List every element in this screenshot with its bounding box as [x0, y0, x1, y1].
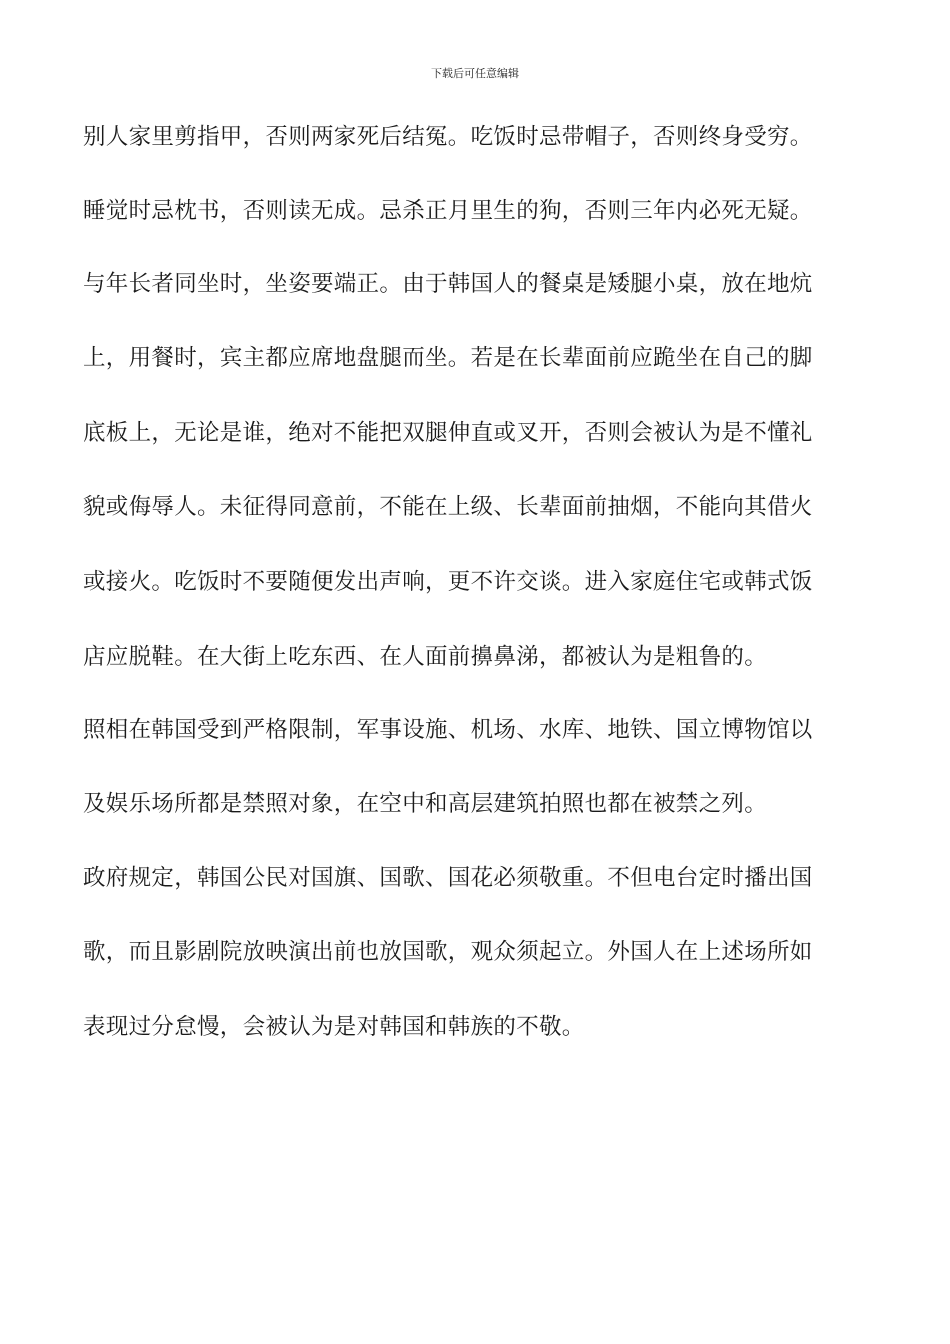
paragraph-line: 表现过分怠慢，会被认为是对韩国和韩族的不敬。	[83, 1014, 585, 1040]
paragraph-line: 店应脱鞋。在大街上吃东西、在人面前擤鼻涕，都被认为是粗鲁的。	[83, 644, 768, 670]
paragraph-line: 底板上，无论是谁，绝对不能把双腿伸直或叉开，否则会被认为是不懂礼	[83, 420, 813, 446]
paragraph-line: 上，用餐时，宾主都应席地盘腿而坐。若是在长辈面前应跪坐在自己的脚	[83, 345, 813, 371]
paragraph-line: 歌，而且影剧院放映演出前也放国歌，观众须起立。外国人在上述场所如	[83, 939, 813, 965]
paragraph-line: 别人家里剪指甲，否则两家死后结冤。吃饭时忌带帽子，否则终身受穷。	[83, 124, 813, 150]
paragraph-line: 或接火。吃饭时不要随便发出声响，更不许交谈。进入家庭住宅或韩式饭	[83, 569, 813, 595]
paragraph-line: 照相在韩国受到严格限制，军事设施、机场、水库、地铁、国立博物馆以	[83, 717, 813, 743]
paragraph-line: 睡觉时忌枕书，否则读无成。忌杀正月里生的狗，否则三年内必死无疑。	[83, 198, 813, 224]
page-header: 下载后可任意编辑	[431, 67, 519, 80]
paragraph-line: 及娱乐场所都是禁照对象，在空中和高层建筑拍照也都在被禁之列。	[83, 791, 768, 817]
paragraph-line: 政府规定，韩国公民对国旗、国歌、国花必须敬重。不但电台定时播出国	[83, 865, 813, 891]
paragraph-line: 貌或侮辱人。未征得同意前，不能在上级、长辈面前抽烟，不能向其借火	[83, 494, 813, 520]
paragraph-line: 与年长者同坐时，坐姿要端正。由于韩国人的餐桌是矮腿小桌，放在地炕	[83, 271, 813, 297]
